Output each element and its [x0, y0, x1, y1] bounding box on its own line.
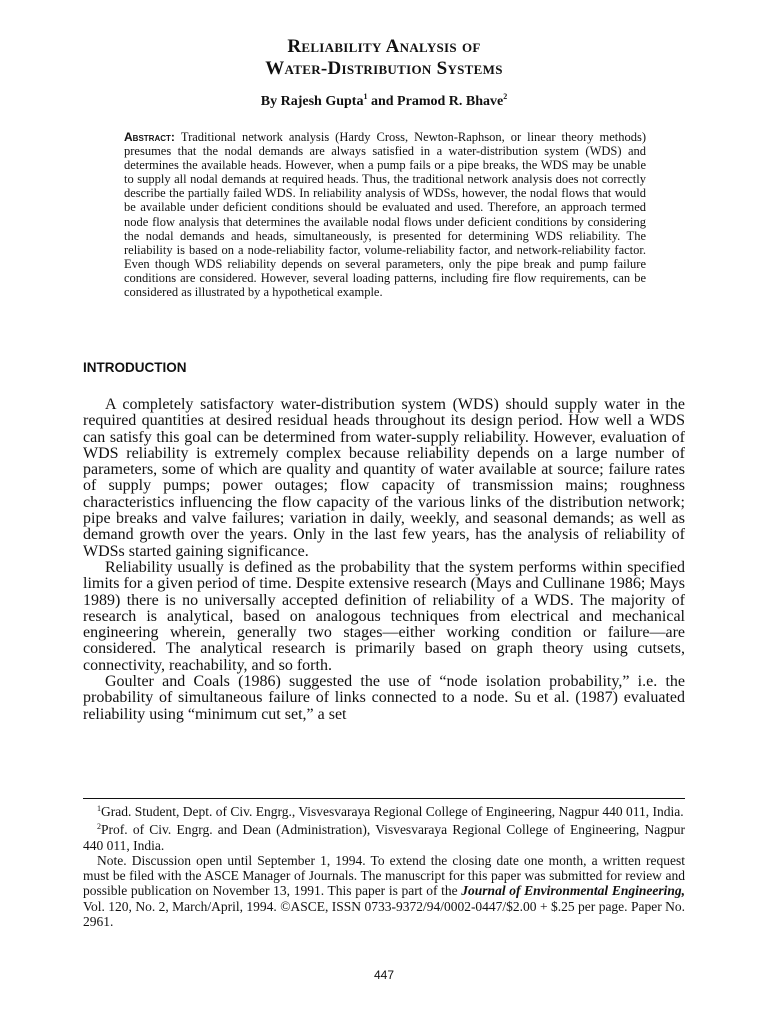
by-text: By — [260, 94, 278, 109]
author-2-footnote-mark: 2 — [503, 92, 508, 101]
footnote-1-text: Grad. Student, Dept. of Civ. Engrg., Visvesvaraya Regional College of Engineering, Nagpur 440 011, India. — [101, 804, 684, 819]
author-1-footnote-mark: 1 — [363, 92, 368, 101]
footnote-2-mark: 2 — [97, 822, 101, 832]
note-text-start: Note. Discussion open until September 1, 1994. To extend the closing date one month, a written request must be filed with the ASCE Manager of Journals. The manuscript for this paper was submitted for review and possible publication on November 13, 1991. This paper is part of the — [83, 852, 685, 899]
footnote-1 — [83, 801, 685, 819]
introduction-body — [83, 397, 685, 723]
footnote-2-text: Prof. of Civ. Engrg. and Dean (Administration), Visvesvaraya Regional College of Engineering, Nagpur 440 011, India. — [83, 822, 685, 853]
journal-name: Journal of Environmental Engineering, — [461, 883, 685, 899]
author-2-name: Pramod R. Bhave — [397, 94, 504, 109]
abstract — [124, 130, 646, 299]
section-heading-introduction: INTRODUCTION — [83, 360, 187, 375]
footnote-divider — [83, 798, 685, 799]
abstract-text: Traditional network analysis (Hardy Cross, Newton-Raphson, or linear theory methods) presumes that the nodal demands are always satisfied in a water-distribution system (WDS) and determines the available heads. However, when a pump fails or a pipe breaks, the WDS may be unable to supply all nodal demands at required heads. Thus, the traditional network analysis does not correctly describe the partially failed WDS. In reliability analysis of WDSs, however, the nodal flows that would be available under deficient conditions should be evaluated and used. Therefore, an approach termed node flow analysis that determines the available nodal flows under deficient conditions by considering the nodal demands and heads, simultaneously, is presented for determining WDS reliability. The reliability is based on a node-reliability factor, volume-reliability factor, and network-reliability factor. Even though WDS reliability depends on several parameters, only the pipe break and pump failure conditions are considered. However, several loading patterns, including fire flow requirements, can be considered as illustrated by a hypothetical example. — [124, 130, 646, 300]
body-paragraph-1: A completely satisfactory water-distribution system (WDS) should supply water in the required quantities at desired residual heads throughout its design period. How well a WDS can satisfy this goal can be determined from water-supply reliability. However, evaluation of WDS reliability is extremely complex because reliability depends on a large number of parameters, some of which are quality and quantity of water available at source; failure rates of supply pumps; power outages; flow capacity of transmission mains; roughness characteristics influencing the flow capacity of the various links of the distribution network; pipe breaks and valve failures; variation in daily, weekly, and seasonal demands; as well as demand growth over the years. Only in the last few years, has the analysis of reliability of WDSs started gaining significance. — [83, 396, 685, 560]
page-number: 447 — [373, 968, 395, 982]
publication-note — [83, 853, 685, 929]
body-paragraph-3: Goulter and Coals (1986) suggested the use of “node isolation probability,” i.e. the probability of simultaneous failure of links connected to a node. Su et al. (1987) evaluated reliability using “minimum cut set,” a set — [83, 673, 685, 723]
footnotes — [83, 801, 685, 929]
body-paragraph-2: Reliability usually is defined as the probability that the system performs within specified limits for a given period of time. Despite extensive research (Mays and Cullinane 1986; Mays 1989) there is no universally accepted definition of reliability of a WDS. The majority of research is analytical, based on analogous techniques from electrical and mechanical engineering wherein, generally two stages—either working condition or failure—are considered. The analytical research is primarily based on graph theory using cutsets, connectivity, reachability, and so forth. — [83, 558, 685, 674]
author-line — [0, 92, 768, 110]
author-conjunction: and — [370, 94, 394, 109]
paper-title-line-1: Reliability Analysis of — [287, 36, 481, 57]
author-1-name: Rajesh Gupta — [280, 94, 364, 109]
note-text-end: Vol. 120, No. 2, March/April, 1994. ©ASCE, ISSN 0733-9372/94/0002-0447/$2.00 + $.25 per page. Paper No. 2961. — [83, 898, 685, 930]
abstract-label: Abstract: — [124, 130, 175, 144]
footnote-2 — [83, 819, 685, 853]
footnote-1-mark: 1 — [97, 804, 101, 813]
paper-title-line-2: Water-Distribution Systems — [265, 58, 503, 79]
